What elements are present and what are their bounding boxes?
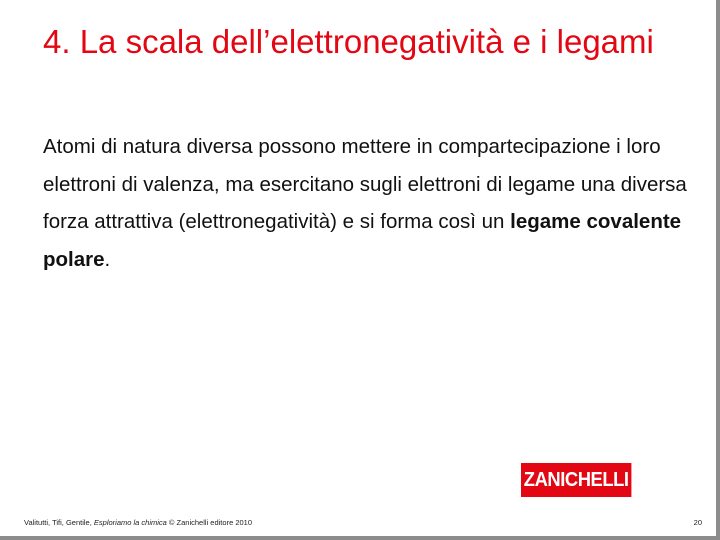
zanichelli-logo: ZANICHELLI [521, 463, 631, 497]
slide-body-text [43, 128, 703, 278]
footer-publisher: © Zanichelli editore 2010 [166, 518, 253, 527]
footer-authors: Valitutti, Tifi, Gentile, [24, 518, 94, 527]
body-text-intro: Atomi di natura diversa possono mettere in compartecipazione i loro elettroni di valenza, ma esercitano sugli elettroni di legame una diversa forza attrattiva (elettronegatività) e si forma così un [43, 135, 687, 233]
footer-book-title: Esploriamo la chimica [93, 518, 167, 527]
body-text-end: . [104, 247, 111, 271]
page-number: 20 [693, 518, 702, 527]
body-text-bold-term: legame covalente polare [43, 210, 682, 271]
footer-citation [24, 518, 252, 527]
slide-title: 4. La scala dell’elettronegatività e i legami [43, 23, 654, 60]
